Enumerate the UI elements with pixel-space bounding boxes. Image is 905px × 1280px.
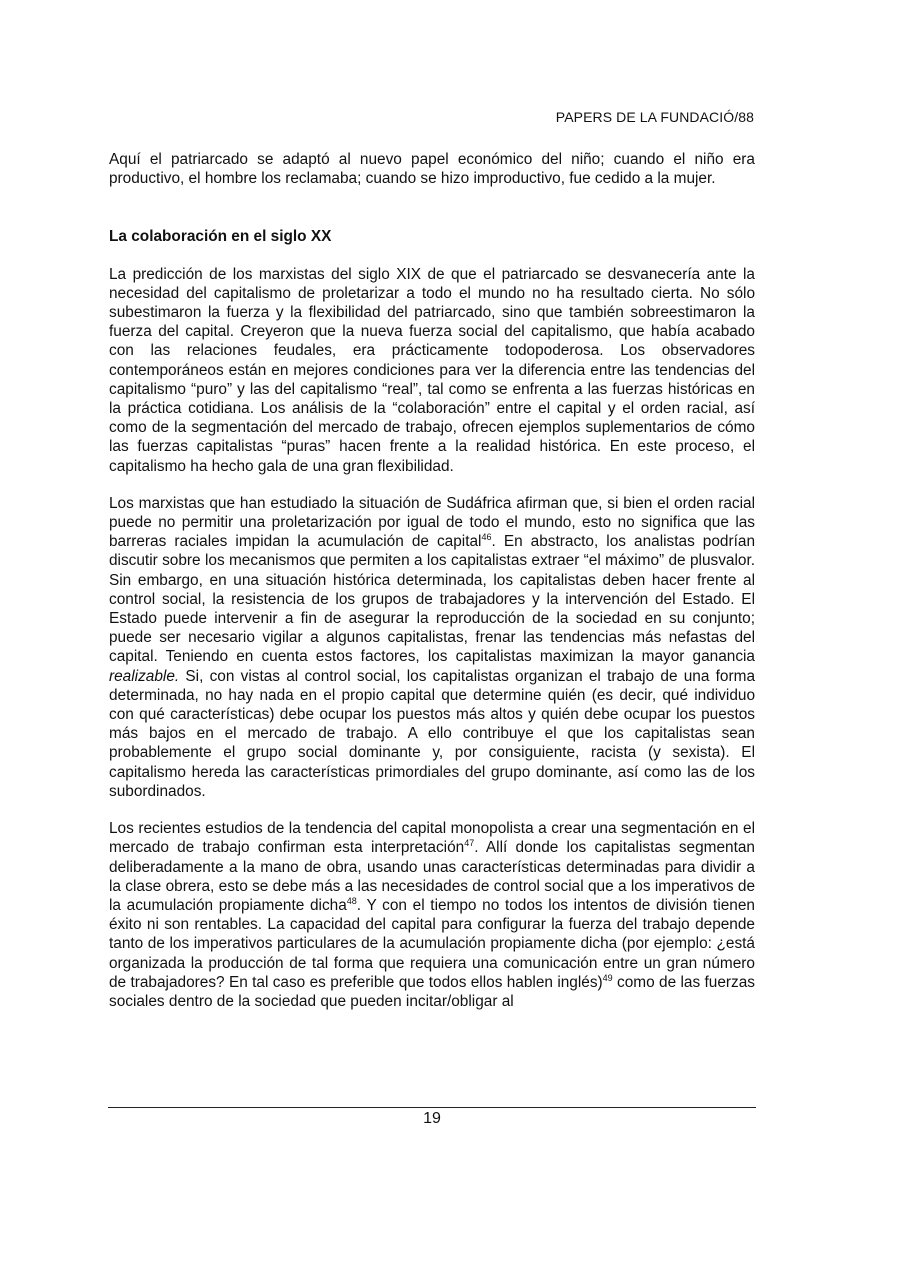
paragraph-text: Si, con vistas al control social, los capitalistas organizan el trabajo de una forma determinada, no hay nada en el propio capital que determine quién (es decir, qué individuo con qué características) debe ocupar los puestos más altos y quién debe ocupar los puestos más bajos en el mercado de trabajo. A ello contribuye el que los capitalistas sean probablemente el grupo social dominante y, por consiguiente, racista (y sexista). El capitalismo hereda las características primordiales del grupo dominante, así como las de los subordinados.	[109, 667, 755, 800]
footnote-ref-48[interactable]: 48	[346, 895, 357, 906]
emphasis-text: realizable.	[109, 667, 180, 685]
footnote-ref-47[interactable]: 47	[464, 838, 475, 849]
body-paragraph-1: La predicción de los marxistas del siglo XIX de que el patriarcado se desvanecería ante la necesidad del capitalismo de proletarizar a todo el mundo no ha resultado cierta. No sólo subestimaron la fuerza y la flexibilidad del patriarcado, sino que también sobreestimaron la fuerza del capital. Creyeron que la nueva fuerza social del capitalismo, que había acabado con las relaciones feudales, era prácticamente todopoderosa. Los observadores contemporáneos están en mejores condiciones para ver la diferencia entre las tendencias del capitalismo “puro” y las del capitalismo “real”, tal como se enfrenta a las fuerzas históricas en la práctica cotidiana. Los análisis de la “colaboración” entre el capital y el orden racial, así como de la segmentación del mercado de trabajo, ofrecen ejemplos suplementarios de cómo las fuerzas capitalistas “puras” hacen frente a la realidad histórica. En este proceso, el capitalismo ha hecho gala de una gran flexibilidad.	[109, 265, 755, 475]
page-number: 19	[423, 1110, 441, 1127]
paragraph-text: . Y con el tiempo no todos los intentos de división tienen éxito ni son rentables. La capacidad del capital para configurar la fuerza del trabajo depende tanto de los imperativos particulares de la acumulación propiamente dicha (por ejemplo: ¿está organizada la producción de tal forma que requiera una comunicación entre un gran número de trabajadores? En tal caso es preferible que todos ellos hablen inglés)	[109, 896, 755, 991]
body-paragraph-3	[109, 819, 755, 1011]
paragraph-text: Los marxistas que han estudiado la situación de Sudáfrica afirman que, si bien el orden racial puede no permitir una proletarización por igual de todo el mundo, esto no significa que las barreras raciales impidan la acumulación de capital	[109, 494, 755, 551]
intro-paragraph: Aquí el patriarcado se adaptó al nuevo papel económico del niño; cuando el niño era productivo, el hombre los reclamaba; cuando se hizo improductivo, fue cedido a la mujer.	[109, 151, 755, 188]
body-paragraph-2	[109, 494, 755, 801]
paragraph-text: . Allí donde los capitalistas segmentan deliberadamente a la mano de obra, usando unas características determinadas para dividir a la clase obrera, esto se debe más a las necesidades de control social que a los imperativos de la acumulación propiamente dicha	[109, 839, 755, 914]
paragraph-text: Los recientes estudios de la tendencia del capital monopolista a crear una segmentación en el mercado de trabajo confirman esta interpretación	[109, 820, 755, 857]
page-body	[109, 150, 755, 1011]
footnote-ref-49[interactable]: 49	[602, 972, 613, 983]
footnote-ref-46[interactable]: 46	[481, 532, 492, 543]
footer-rule	[108, 1107, 756, 1108]
paragraph-text: . En abstracto, los analistas podrían discutir sobre los mecanismos que permiten a los capitalistas extraer “el máximo” de plusvalor. Sin embargo, en una situación histórica determinada, los capitalistas deben hacer frente al control social, la resistencia de los grupos de trabajadores y la intervención del Estado. El Estado puede intervenir a fin de asegurar la reproducción de la sociedad en su conjunto; puede ser necesario vigilar a algunos capitalistas, frenar las tendencias más nefastas del capital. Teniendo en cuenta estos factores, los capitalistas maximizan la mayor ganancia	[109, 533, 756, 666]
paragraph-text: como de las fuerzas sociales dentro de la sociedad que pueden incitar/obligar al	[109, 973, 755, 1010]
running-header: PAPERS DE LA FUNDACIÓ/88	[555, 109, 754, 125]
section-heading: La colaboración en el siglo XX	[109, 228, 332, 246]
